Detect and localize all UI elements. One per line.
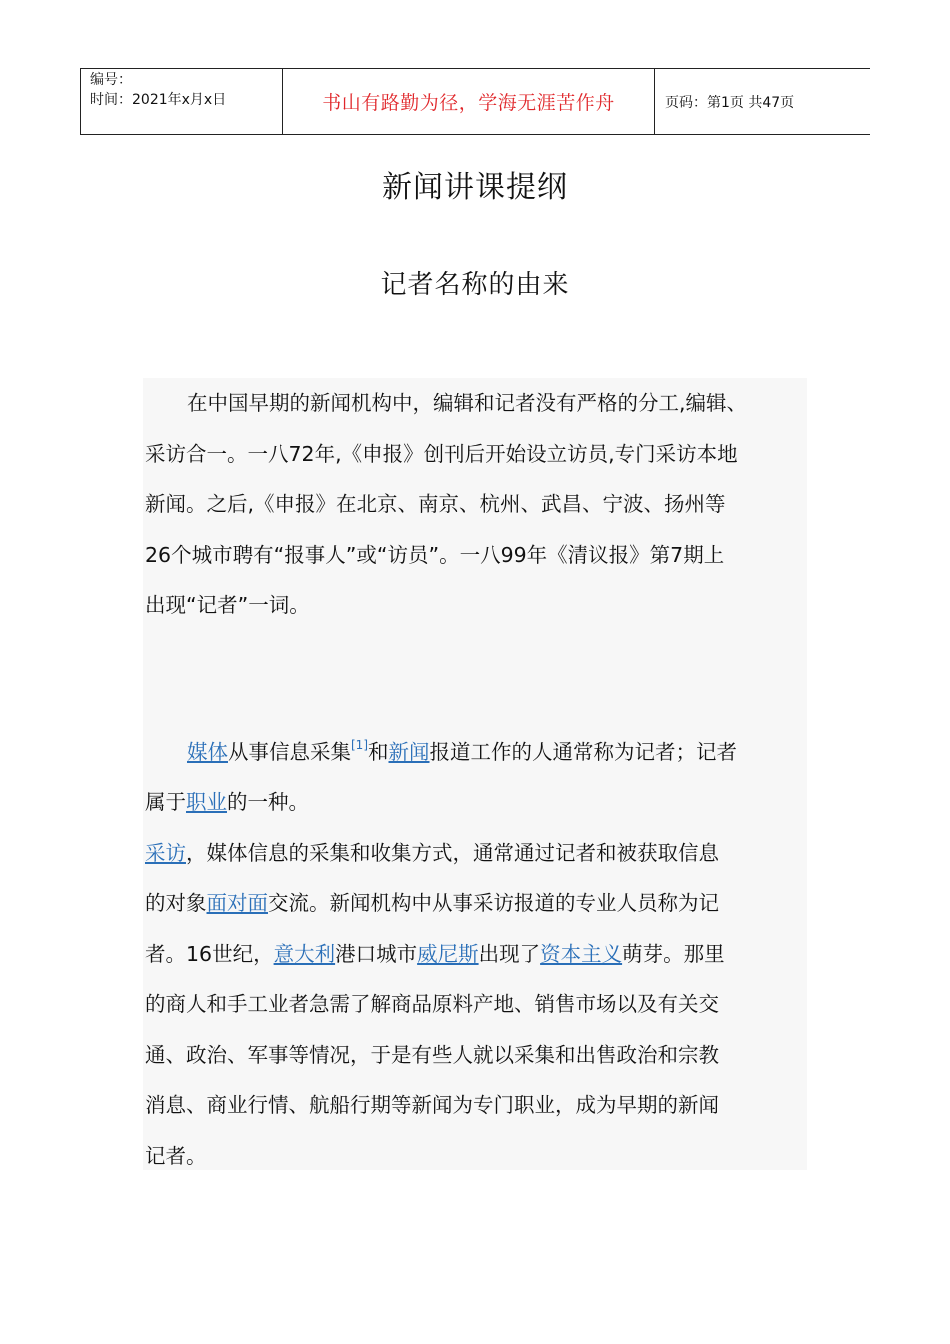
link-news[interactable]: 新闻 — [388, 739, 430, 764]
paragraph-line: 属于职业的一种。 — [145, 790, 309, 815]
paragraph-line: 媒体从事信息采集[1]和新闻报道工作的人通常称为记者；记者 — [187, 738, 737, 764]
paragraph-line: 的商人和手工业者急需了解商品原料产地、销售市场以及有关交 — [145, 992, 719, 1017]
motto-text: 书山有路勤为径，学海无涯苦作舟 — [322, 92, 615, 114]
paragraph-line: 出现“记者”一词。 — [145, 593, 310, 617]
number-label: 编号： — [90, 72, 132, 88]
paragraph-line: 在中国早期的新闻机构中，编辑和记者没有严格的分工,编辑、 — [187, 391, 748, 415]
link-job[interactable]: 职业 — [186, 790, 227, 815]
content-block — [143, 378, 807, 1170]
paragraph-line: 采访，媒体信息的采集和收集方式，通常通过记者和被获取信息 — [145, 840, 719, 865]
paragraph-history — [145, 378, 809, 631]
paragraph-line: 26个城市聘有“报事人”或“访员”。一八99年《清议报》第7期上 — [145, 542, 725, 567]
link-interview[interactable]: 采访 — [145, 840, 186, 865]
document-title: 新闻讲课提纲 — [382, 170, 568, 205]
link-media[interactable]: 媒体 — [187, 739, 228, 764]
link-capitalism[interactable]: 资本主义 — [540, 941, 623, 966]
link-face-to-face[interactable]: 面对面 — [206, 891, 268, 916]
citation-ref[interactable]: [1] — [351, 738, 368, 752]
paragraph-definition — [145, 722, 809, 1181]
link-italy[interactable]: 意大利 — [273, 941, 336, 966]
page-info-text: 页码：第1页 共47页 — [665, 94, 795, 111]
paragraph-line: 的对象面对面交流。新闻机构中从事采访报道的专业人员称为记 — [145, 891, 719, 916]
paragraph-line: 消息、商业行情、航船行期等新闻为专门职业，成为早期的新闻 — [145, 1093, 719, 1118]
paragraph-line: 通、政治、军事等情况，于是有些人就以采集和出售政治和宗教 — [145, 1042, 719, 1067]
header-table — [80, 68, 870, 135]
paragraph-line: 者。16世纪，意大利港口城市威尼斯出现了资本主义萌芽。那里 — [145, 941, 725, 966]
paragraph-line: 采访合一。一八72年,《申报》创刊后开始设立访员,专门采访本地 — [145, 441, 738, 466]
link-venice[interactable]: 威尼斯 — [417, 941, 479, 966]
document-subtitle: 记者名称的由来 — [380, 270, 570, 300]
time-label: 时间：2021年x月x日 — [90, 92, 227, 108]
motto-cell — [283, 69, 655, 134]
paragraph-line: 新闻。之后,《申报》在北京、南京、杭州、武昌、宁波、扬州等 — [145, 492, 726, 516]
page-info-cell — [655, 69, 870, 134]
paragraph-line: 记者。 — [145, 1143, 207, 1168]
header-meta-cell — [81, 69, 283, 134]
